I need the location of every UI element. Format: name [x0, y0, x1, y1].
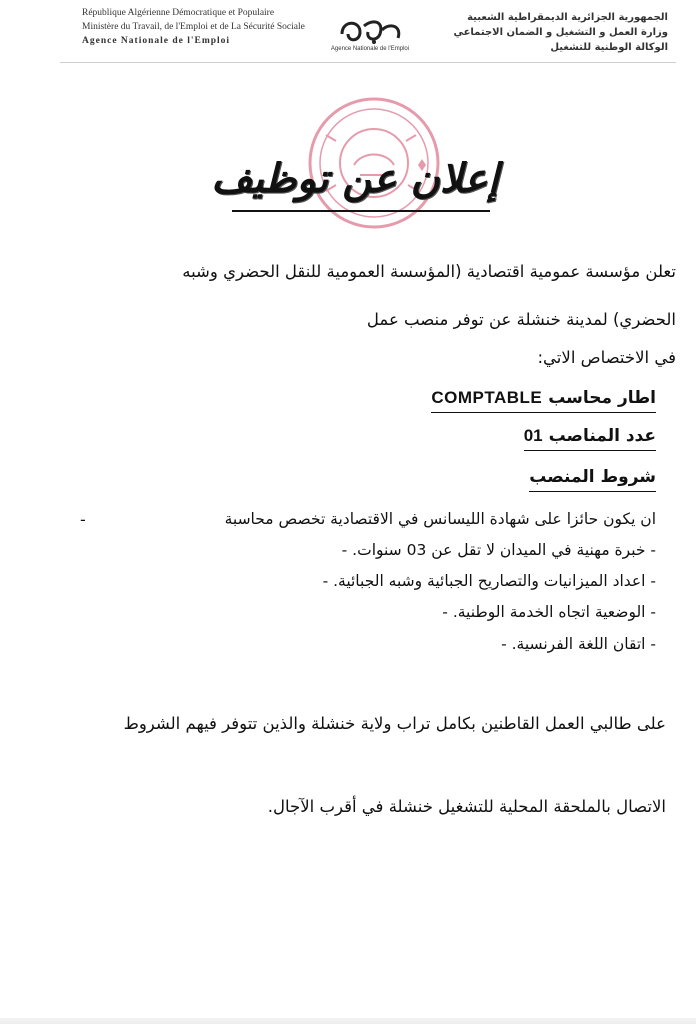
closing-line-2: الاتصال بالملحقة المحلية للتشغيل خنشلة في أقرب الآجال.	[267, 797, 666, 816]
job-title-label: اطار محاسب	[548, 388, 656, 408]
trailing-dash: -	[80, 510, 86, 529]
header-divider	[60, 62, 676, 63]
header-french	[82, 6, 332, 48]
header-ar-agency: الوكالة الوطنية للتشغيل	[550, 42, 668, 53]
condition-item: - الوضعية اتجاه الخدمة الوطنية. -	[442, 603, 656, 621]
condition-item: - خبرة مهنية في الميدان لا تقل عن 03 سنوات. -	[341, 541, 656, 559]
header-fr-agency: Agence Nationale de l'Emploi	[82, 36, 231, 46]
job-count-field	[524, 426, 656, 451]
header-ar-ministry: وزارة العمل و التشغيل و الضمان الاجتماعي	[453, 27, 668, 38]
intro-line-3: في الاختصاص الاتي:	[537, 348, 676, 367]
page-title: إعلان عن توظيف	[211, 156, 499, 202]
header-fr-republic: République Algérienne Démocratique et Populaire	[82, 8, 275, 18]
job-count-label: عدد المناصب	[548, 426, 656, 446]
anem-logo-icon	[330, 12, 410, 60]
condition-item: ان يكون حائزا على شهادة الليسانس في الاقتصادية تخصص محاسبة	[224, 510, 656, 528]
title-underline	[232, 210, 490, 212]
job-title-field	[431, 388, 656, 413]
job-count-value: 01	[523, 426, 543, 445]
header-arabic	[418, 10, 668, 55]
logo-caption: Agence Nationale de l'Emploi	[330, 46, 410, 52]
header-fr-ministry: Ministère du Travail, de l'Emploi et de La Sécurité Sociale	[82, 22, 305, 32]
condition-item: - اعداد الميزانيات والتصاريح الجبائية وشبه الجبائية. -	[322, 572, 656, 590]
conditions-heading: شروط المنصب	[529, 467, 656, 492]
closing-line-1: على طالبي العمل القاطنين بكامل تراب ولاية خنشلة والذين تتوفر فيهم الشروط	[123, 714, 666, 733]
page-bottom-edge	[0, 1018, 696, 1024]
job-title-latin: COMPTABLE	[431, 388, 543, 407]
header-ar-republic: الجمهورية الجزائرية الديمقراطية الشعبية	[467, 12, 668, 23]
intro-line-1: تعلن مؤسسة عمومية اقتصادية (المؤسسة العمومية للنقل الحضري وشبه	[182, 262, 676, 281]
intro-line-2: الحضري) لمدينة خنشلة عن توفر منصب عمل	[366, 310, 676, 329]
condition-item: - اتقان اللغة الفرنسية. -	[501, 635, 656, 653]
